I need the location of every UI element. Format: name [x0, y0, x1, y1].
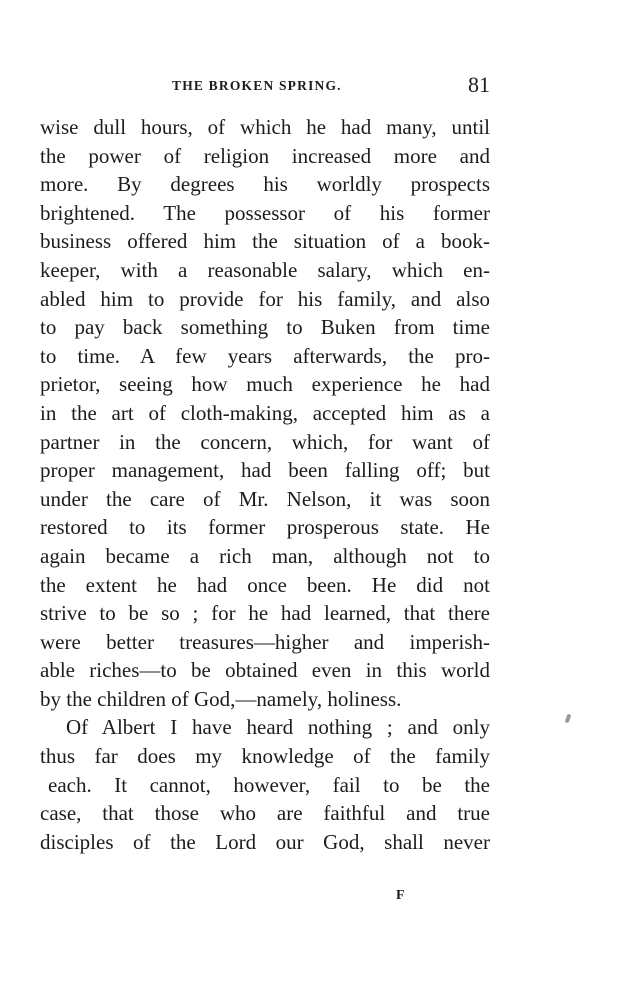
- paper-speck: [565, 714, 572, 724]
- text-line: to pay back something to Buken from time: [40, 315, 490, 340]
- text-line: were better treasures—higher and imperish-: [40, 629, 490, 654]
- text-line: disciples of the Lord our God, shall never: [40, 829, 490, 854]
- text-line: in the art of cloth-making, accepted him as a: [40, 400, 490, 425]
- paragraph-start-line: Of Albert I have heard nothing ; and only: [66, 715, 490, 740]
- body-text: [40, 113, 490, 856]
- text-line: under the care of Mr. Nelson, it was soon: [40, 486, 490, 511]
- text-line: wise dull hours, of which he had many, until: [40, 115, 490, 139]
- signature-mark: F: [396, 888, 405, 903]
- text-line: proper management, had been falling off; but: [40, 458, 490, 483]
- text-line: thus far does my knowledge of the family: [40, 744, 490, 769]
- text-line: able riches—to be obtained even in this world: [40, 658, 490, 683]
- paragraph-end-line: by the children of God,—namely, holiness.: [40, 686, 402, 711]
- text-line: more. By degrees his worldly prospects: [40, 172, 490, 197]
- text-line: prietor, seeing how much experience he had: [40, 372, 490, 397]
- text-line: brightened. The possessor of his former: [40, 200, 490, 225]
- running-head: [40, 72, 490, 102]
- page-number: 81: [468, 72, 490, 97]
- text-line: each. It cannot, however, fail to be the: [48, 772, 490, 797]
- text-line: case, that those who are faithful and true: [40, 801, 490, 826]
- text-line: again became a rich man, although not to: [40, 543, 490, 568]
- text-line: abled him to provide for his family, and also: [40, 286, 490, 311]
- text-line: business offered him the situation of a book-: [40, 229, 490, 254]
- text-line: restored to its former prosperous state. He: [40, 515, 490, 540]
- running-title: THE BROKEN SPRING.: [172, 78, 342, 93]
- text-line: to time. A few years afterwards, the pro-: [40, 343, 490, 368]
- text-line: partner in the concern, which, for want of: [40, 429, 490, 454]
- text-line: strive to be so ; for he had learned, that there: [40, 601, 490, 626]
- text-line: the extent he had once been. He did not: [40, 572, 490, 597]
- text-line: keeper, with a reasonable salary, which en-: [40, 257, 490, 282]
- text-line: the power of religion increased more and: [40, 143, 490, 168]
